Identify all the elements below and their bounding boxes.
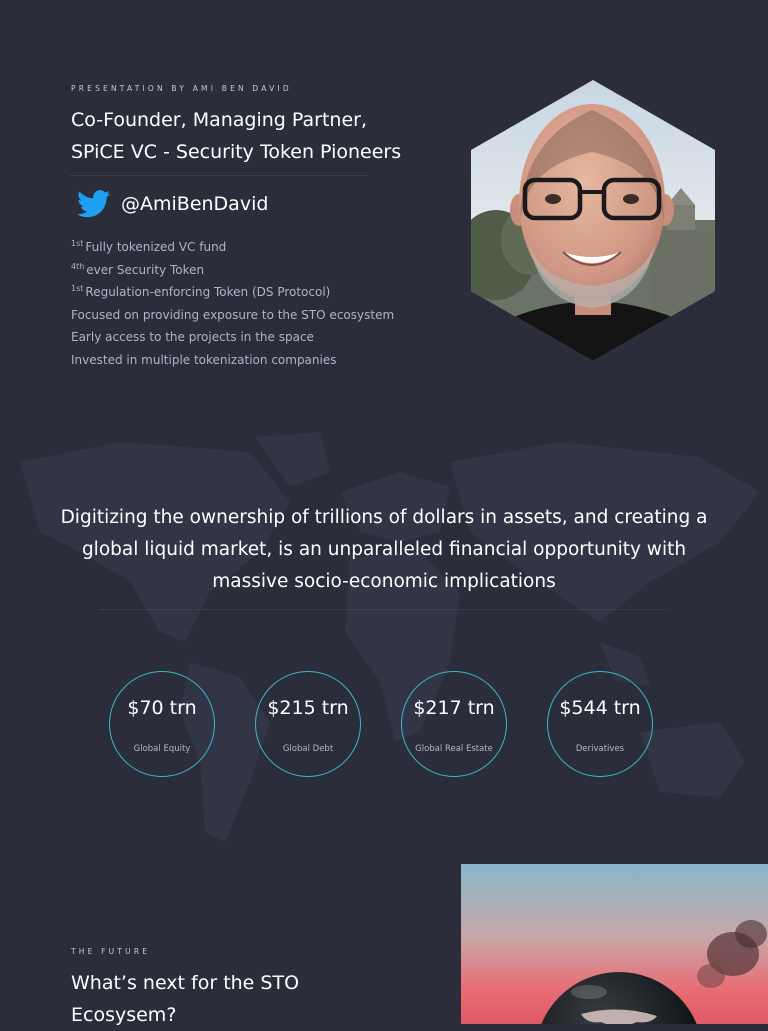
list-item-text: Early access to the projects in the space [71, 330, 314, 345]
opportunity-line-1: Digitizing the ownership of trillions of dollars in assets, and creating a [60, 507, 708, 528]
opportunity-line-3: massive socio-economic implications [212, 571, 556, 592]
list-item-text: ever Security Token [86, 262, 205, 277]
speaker-title [71, 104, 401, 168]
list-item-text: Fully tokenized VC fund [85, 240, 227, 254]
stat-label: Global Debt [282, 744, 334, 754]
list-item-text: Focused on providing exposure to the STO ecosystem [71, 307, 395, 322]
list-item-text: Invested in multiple tokenization companies [71, 352, 337, 367]
future-heading-line-1: What’s next for the STO [71, 972, 300, 994]
list-item [71, 326, 394, 349]
speaker-portrait-image [471, 80, 715, 361]
stat-global-real-estate [401, 671, 507, 777]
divider [100, 609, 668, 610]
stat-value: $544 trn [559, 697, 641, 719]
future-heading [71, 967, 299, 1031]
stat-derivatives [547, 671, 653, 777]
list-item [71, 281, 394, 304]
future-kicker: THE FUTURE [71, 947, 151, 956]
stat-label: Global Real Estate [415, 744, 493, 754]
twitter-handle[interactable]: @AmiBenDavid [121, 193, 269, 215]
opportunity-statement [34, 502, 734, 598]
crystal-ball-photo [461, 864, 768, 1024]
list-item [71, 349, 394, 372]
list-item [71, 259, 394, 282]
speaker-title-line-2: SPiCE VC - Security Token Pioneers [71, 141, 402, 163]
stat-label: Derivatives [575, 744, 625, 754]
speaker-title-line-1: Co-Founder, Managing Partner, [71, 109, 367, 131]
world-map-background [0, 432, 768, 862]
opportunity-line-2: global liquid market, is an unparalleled financial opportunity with [81, 539, 687, 560]
future-heading-line-2: Ecosysem? [71, 1004, 177, 1026]
ordinal-superscript: 1st [71, 284, 84, 294]
stat-value: $70 trn [127, 697, 197, 719]
ordinal-superscript: 1st [71, 239, 84, 248]
stat-value: $217 trn [413, 697, 495, 719]
stat-value: $215 trn [267, 697, 349, 719]
stat-global-equity [109, 671, 215, 777]
list-item-text: Regulation-enforcing Token (DS Protocol) [85, 285, 331, 300]
stat-label: Global Equity [133, 744, 191, 754]
presentation-kicker: PRESENTATION BY AMI BEN DAVID [71, 84, 292, 93]
achievements-list [71, 236, 394, 372]
list-item [71, 304, 394, 327]
list-item [71, 236, 394, 259]
twitter-link[interactable] [77, 188, 268, 220]
ordinal-superscript: 4th [71, 261, 85, 271]
twitter-bird-icon [77, 190, 111, 218]
divider [71, 175, 367, 176]
stat-global-debt [255, 671, 361, 777]
